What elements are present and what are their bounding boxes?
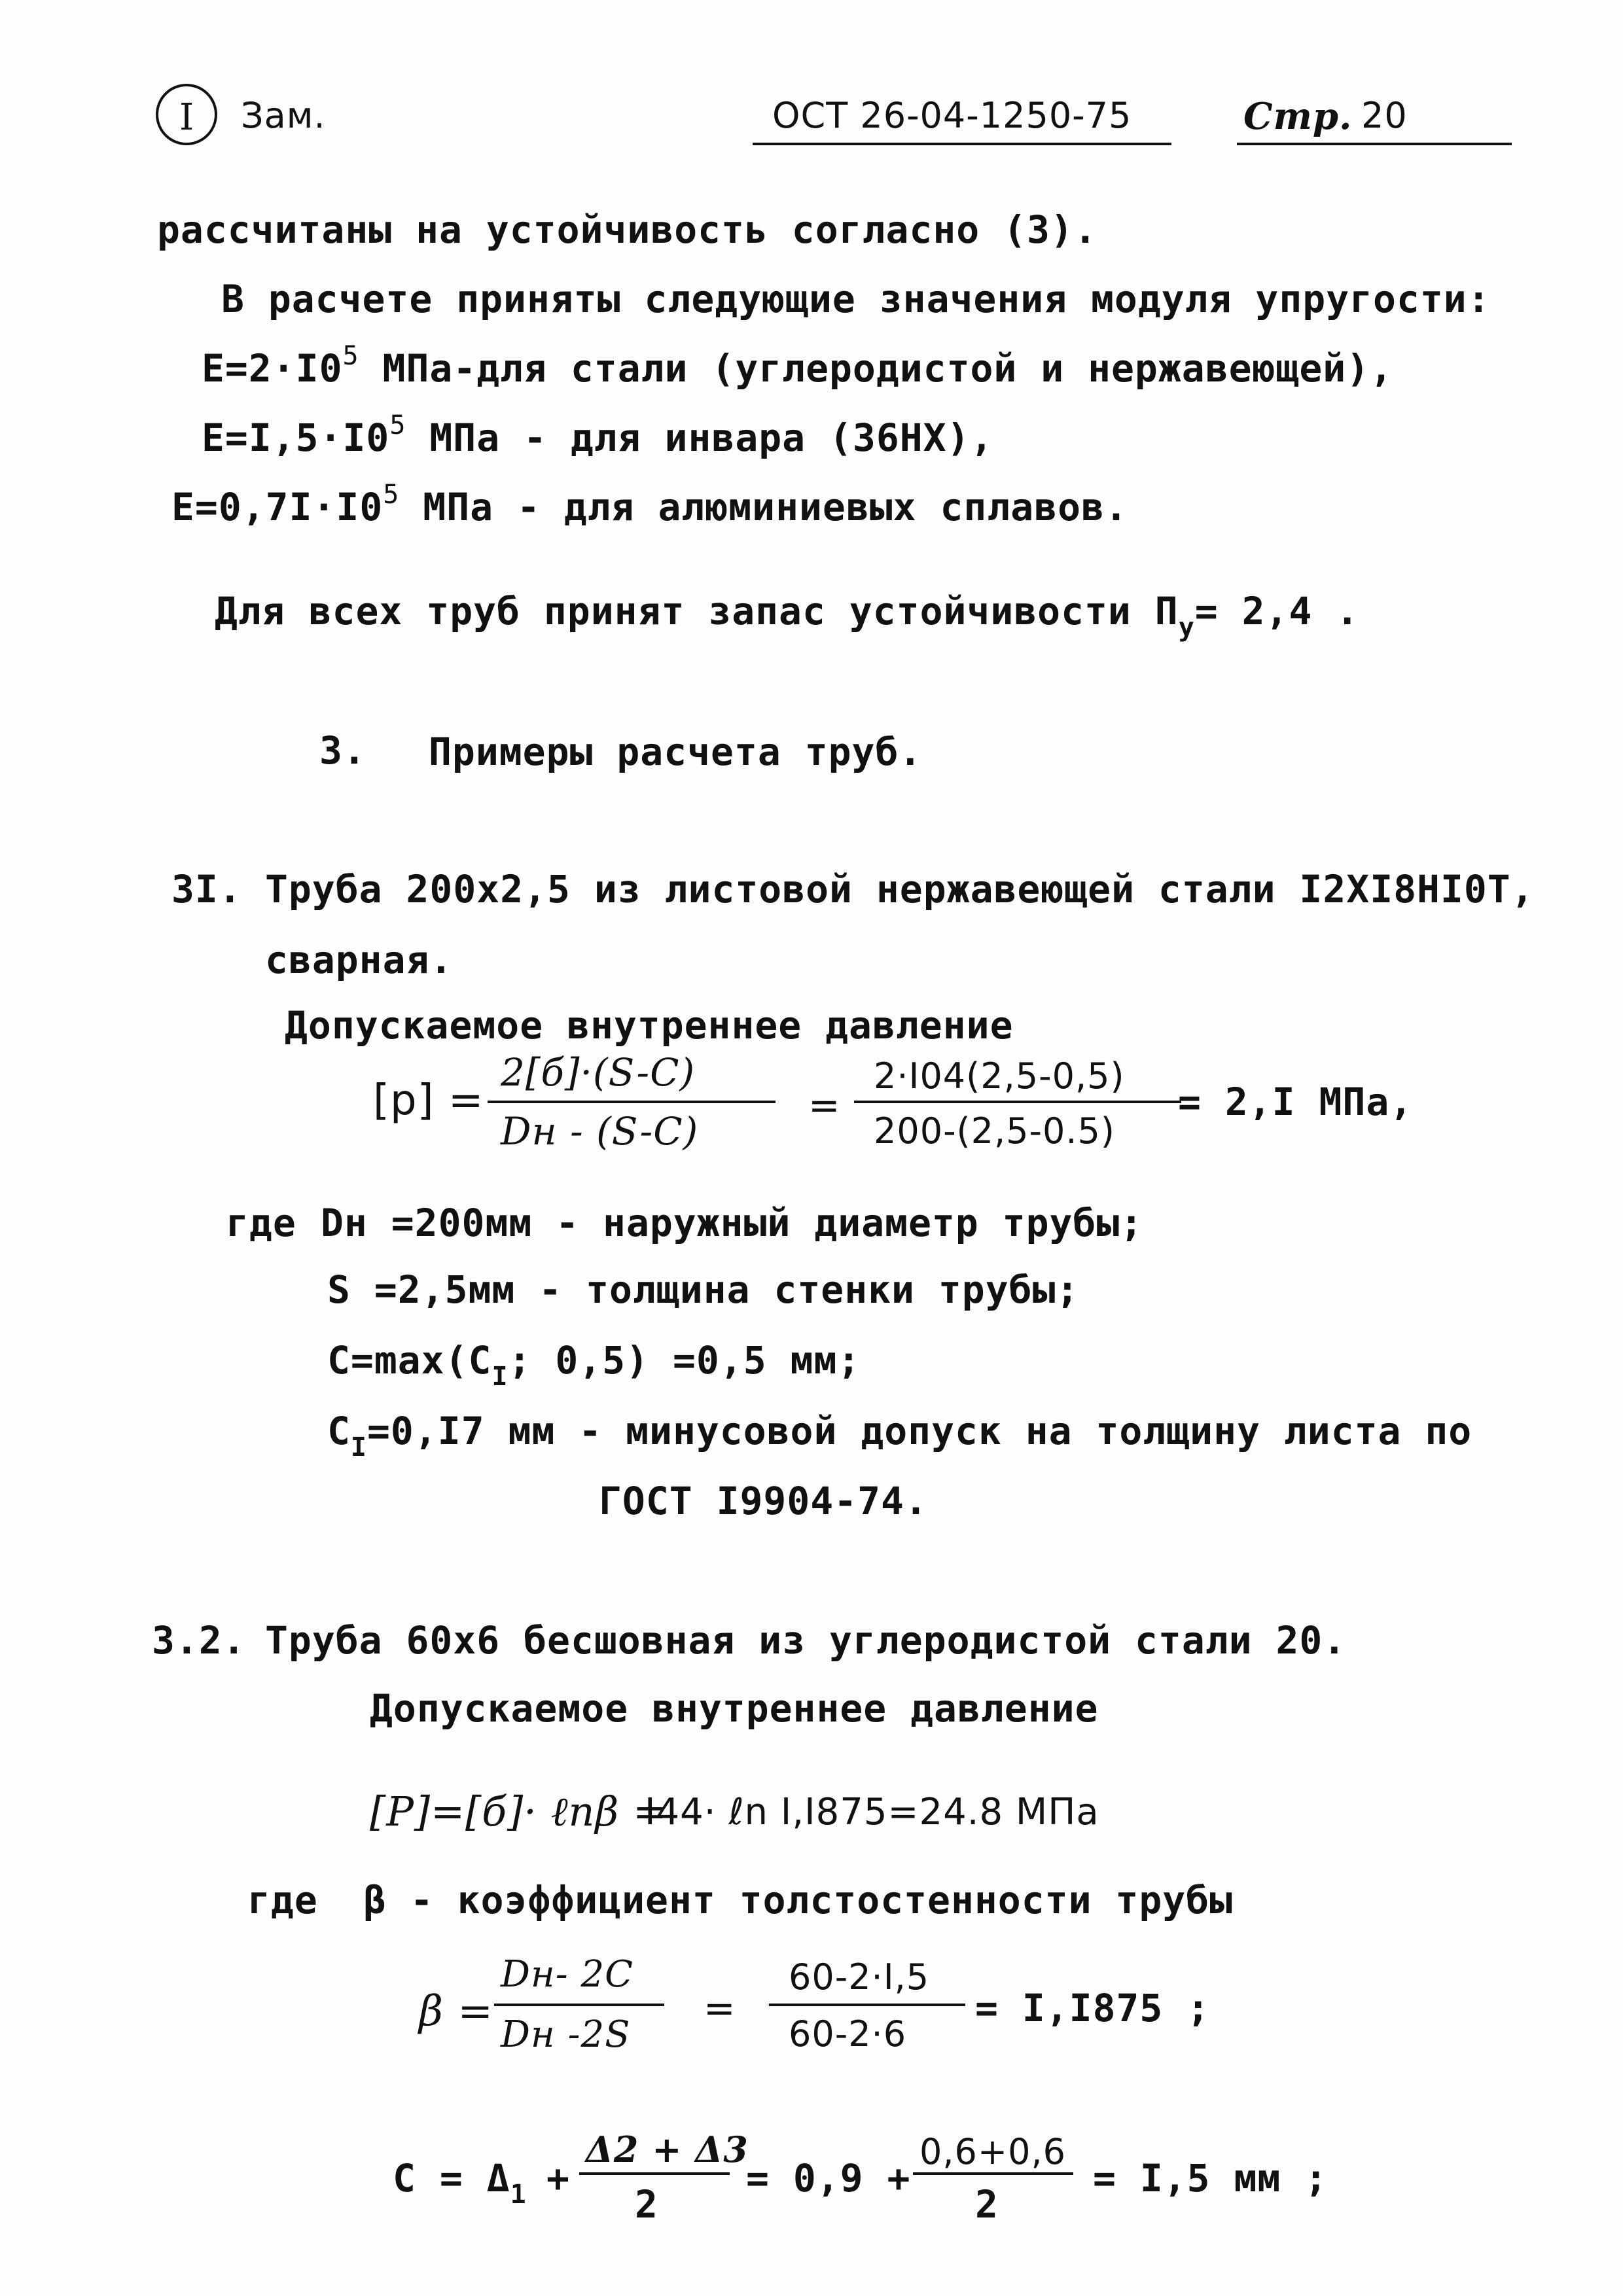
stability-reserve: Для всех труб принят запас устойчивости $П_у= 2,4$ . (215, 589, 1360, 643)
c-fraction-2-numerator: 0,6+0,6 (919, 2131, 1067, 2172)
example-3-1-number: 3I. (171, 867, 242, 911)
example-3-1-heading: Допускаемое внутреннее давление (285, 1003, 1014, 1048)
c-formula-result: = I,5 мм ; (1093, 2156, 1329, 2200)
beta-result: = I,I875 ; (975, 1986, 1211, 2030)
fraction-2-bar (854, 1101, 1181, 1103)
def-wall-thickness: S =2,5мм - толщина стенки трубы; (327, 1267, 1080, 1312)
fraction-2-denominator: 200-(2,5-0.5) (874, 1110, 1115, 1152)
beta-fraction-1-denominator: Dн -2S (501, 2013, 631, 2056)
equals-sign: = (808, 1083, 841, 1127)
intro-line-2: В расчете приняты следующие значения модуля упругости: (221, 277, 1491, 321)
example-3-2-heading: Допускаемое внутреннее давление (370, 1686, 1099, 1731)
example-3-2-line-1: Труба 60х6 бесшовная из углеродистой стали 20. (265, 1618, 1347, 1663)
section-title: Примеры расчета труб. (429, 730, 923, 774)
beta-fraction-2-bar (769, 2004, 965, 2006)
c-fraction-1-bar (579, 2172, 730, 2175)
c-formula-plus: + (546, 2156, 570, 2200)
modulus-aluminium: $Е=0,7I\cdot I0^5$ МПа - для алюминиевых сплавов. (171, 480, 1128, 529)
where-label: где (226, 1201, 296, 1245)
c-fraction-1-denominator: 2 (635, 2182, 658, 2227)
c-fraction-2-bar (913, 2172, 1073, 2175)
intro-line-1: рассчитаны на устойчивость согласно (3). (157, 207, 1097, 252)
pressure-result: = 2,I МПа, (1178, 1080, 1414, 1124)
beta-fraction-2-numerator: 60-2·I,5 (789, 1956, 930, 1998)
def-allowance: $С=\max(С_I$; 0,5) =0,5 мм; (327, 1338, 861, 1392)
def-outer-diameter: Dн =200мм - наружный диаметр трубы; (321, 1201, 1144, 1245)
change-label: Зам. (241, 95, 326, 136)
example-3-2-number: 3.2. (152, 1618, 246, 1663)
change-number-circle (156, 84, 217, 145)
beta-fraction-1-numerator: Dн- 2С (501, 1953, 633, 1996)
c-formula-mid: = 0,9 + (746, 2156, 911, 2200)
beta-lhs: β = (419, 1987, 493, 2036)
log-formula-lhs: [P]=[б]· ℓnβ = (370, 1788, 668, 1835)
page-underline (1237, 143, 1512, 145)
fraction-1-bar (488, 1101, 776, 1103)
change-number: I (179, 96, 194, 139)
log-formula-rhs: I44· ℓn I,I875=24.8 МПа (645, 1791, 1099, 1833)
fraction-1-numerator: 2[б]·(S-C) (501, 1050, 696, 1095)
beta-fraction-1-bar (494, 2004, 664, 2006)
where-label-2: где (247, 1878, 318, 1922)
modulus-invar: $Е=I,5\cdot I0^5$ МПа - для инвара (36НХ), (202, 410, 994, 460)
page-label: Стр. (1243, 95, 1353, 138)
fraction-2-numerator: 2·I04(2,5-0,5) (874, 1055, 1125, 1097)
fraction-1-denominator: Dн - (S-C) (501, 1109, 699, 1154)
def-gost: ГОСТ I9904-74. (599, 1479, 928, 1523)
c-fraction-2-denominator: 2 (975, 2182, 999, 2227)
beta-fraction-2-denominator: 60-2·6 (789, 2013, 907, 2055)
example-3-1-line-1: Труба 200х2,5 из листовой нержавеющей стали I2ХI8НI0Т, (265, 867, 1535, 911)
c-fraction-1-numerator: Δ2 + Δ3 (586, 2128, 749, 2170)
beta-equals: = (704, 1986, 736, 2030)
pressure-lhs: [p] = (373, 1076, 484, 1125)
standard-underline (753, 143, 1171, 145)
c-formula-lhs: $С = \Delta_1$ (393, 2156, 527, 2210)
page-number: 20 (1361, 95, 1408, 136)
modulus-steel: $Е=2\cdot I0^5$ МПа-для стали (углеродистой и нержавеющей), (202, 341, 1394, 391)
example-3-1-line-2: сварная. (265, 938, 454, 982)
def-beta: β - коэффициент толстостенности трубы (363, 1878, 1234, 1922)
section-number: 3. (319, 728, 366, 773)
standard-code: ОСТ 26-04-1250-75 (772, 95, 1132, 136)
def-tolerance: $С_I=0,I7$ мм - минусовой допуск на толщину листа по (327, 1409, 1472, 1462)
